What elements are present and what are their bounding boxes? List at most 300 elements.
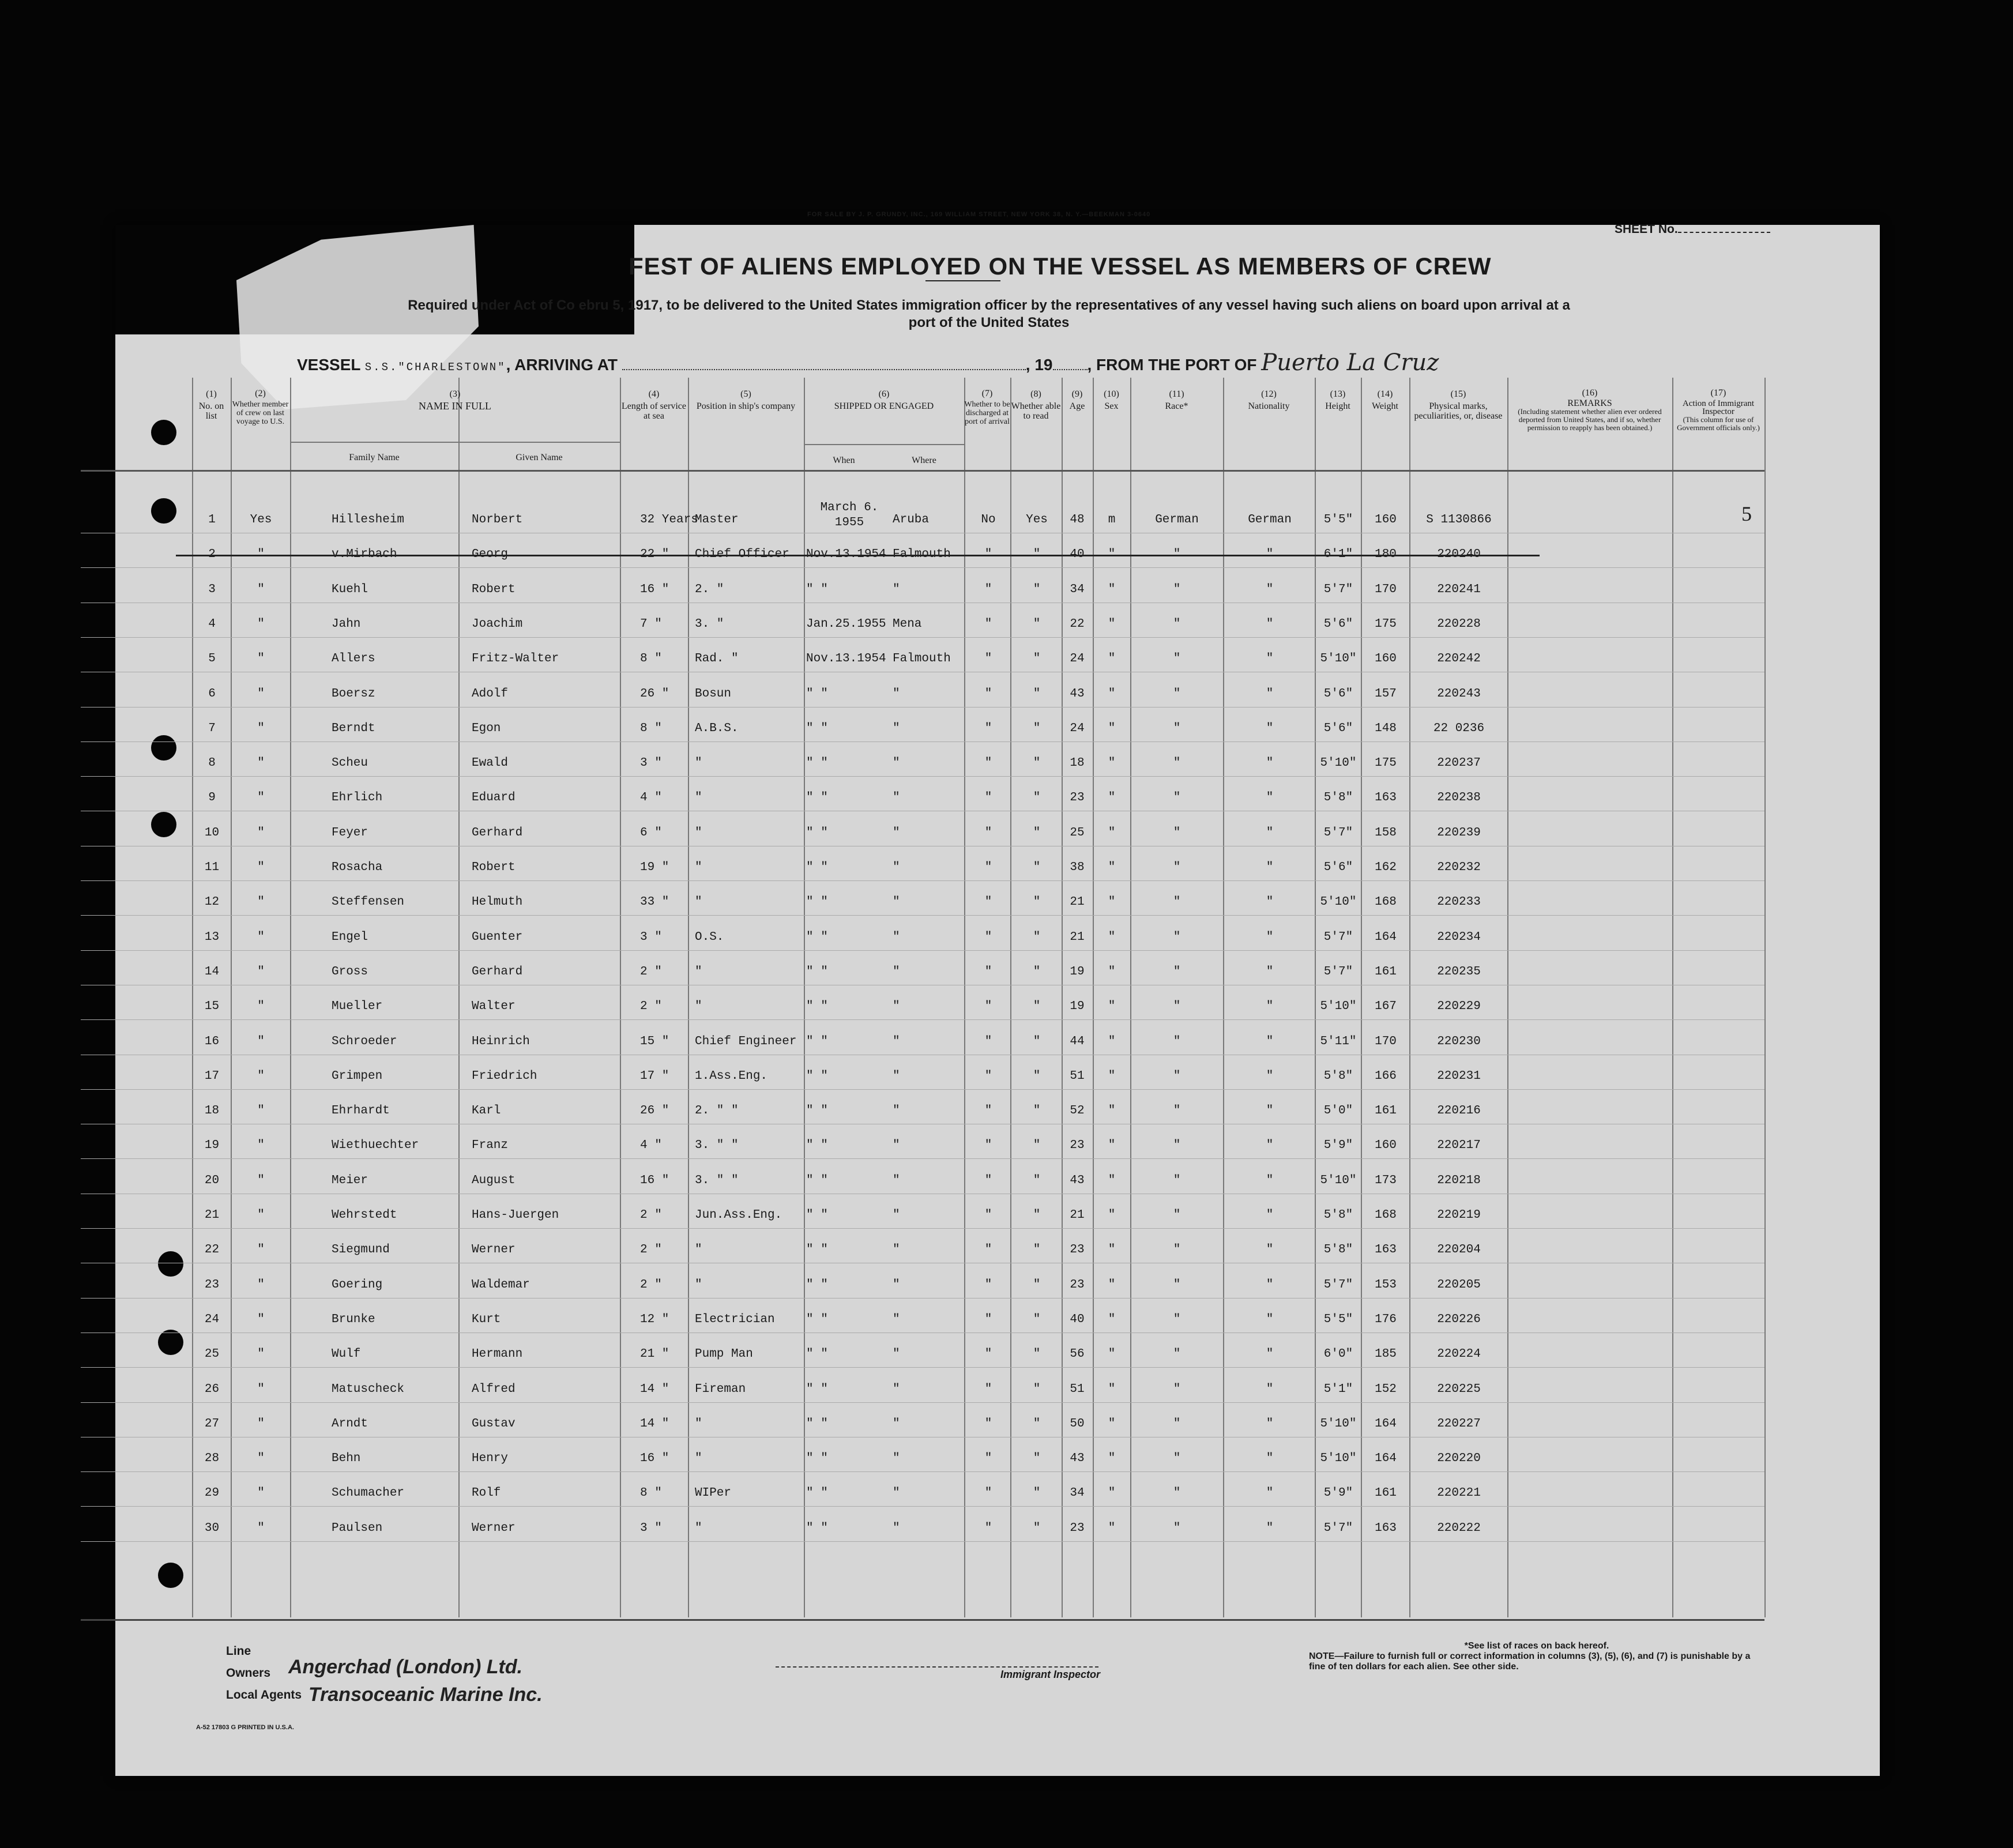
cell-marks: 220221 [1437,1486,1481,1500]
cell-sex: " [1108,1486,1116,1500]
cell-given: Franz [472,1139,509,1152]
cell-disch: " [984,895,992,909]
cell-when: " " [806,1486,828,1500]
cell-race: " [1173,1139,1181,1152]
cell-service: 32 Years [640,513,698,526]
cell-given: Joachim [472,618,523,631]
cell-nat: " [1266,1278,1274,1292]
cell-weight: 163 [1375,1522,1397,1535]
cell-weight: 163 [1375,791,1397,804]
col-shipped: (6) SHIPPED OR ENGAGED [834,389,934,411]
cell-age: 24 [1070,722,1085,735]
cell-position: " [695,1000,702,1013]
cell-crew: " [257,965,265,978]
cell-nat: " [1266,1000,1274,1013]
cell-given: Eduard [472,791,516,804]
cell-crew: " [257,652,265,665]
cell-given: Egon [472,722,501,735]
cell-disch: " [984,1209,992,1222]
col-where: Where [912,456,936,465]
cell-race: " [1173,618,1181,631]
owners-handwritten: Angerchad (London) Ltd. [288,1656,523,1678]
cell-marks: 220229 [1437,1000,1481,1013]
cell-age: 34 [1070,583,1085,596]
cell-no: 30 [204,1522,220,1535]
cell-service: 21 " [640,1348,669,1361]
cell-height: 5'7" [1323,826,1353,840]
cell-age: 21 [1070,1209,1085,1222]
cell-crew: " [257,1522,265,1535]
cell-where: " [893,1313,900,1326]
cell-crew: " [257,1000,265,1013]
cell-where: " [893,1035,900,1048]
cell-height: 5'10" [1320,895,1357,909]
cell-age: 44 [1070,1035,1085,1048]
cell-given: Gustav [472,1417,516,1431]
cell-when: " " [806,1174,828,1187]
cell-nat: " [1266,722,1274,735]
punch-hole [158,1330,183,1355]
cell-given: Werner [472,1243,516,1256]
cell-when: " " [806,722,828,735]
cell-marks: 220218 [1437,1174,1481,1187]
row-rule [81,1402,1764,1403]
cell-sex: " [1108,1209,1116,1222]
cell-service: 2 " [640,965,662,978]
cell-marks: 220231 [1437,1070,1481,1083]
cell-sex: " [1108,1035,1116,1048]
cell-marks: 220217 [1437,1139,1481,1152]
cell-position: Fireman [695,1383,746,1396]
cell-weight: 170 [1375,583,1397,596]
cell-family: Ehrlich [332,791,383,804]
cell-service: 3 " [640,756,662,770]
cell-no: 17 [204,1070,220,1083]
cell-given: Hermann [472,1348,523,1361]
cell-no: 20 [204,1174,220,1187]
cell-height: 5'1" [1323,1383,1353,1396]
cell-given: Fritz-Walter [472,652,559,665]
cell-nat: " [1266,861,1274,874]
cell-read: " [1033,1348,1041,1361]
cell-disch: " [984,931,992,944]
cell-crew: " [257,1313,265,1326]
cell-race: " [1173,756,1181,770]
cell-height: 5'8" [1323,1243,1353,1256]
cell-read: " [1033,652,1041,665]
cell-read: " [1033,1209,1041,1222]
cell-no: 29 [204,1486,220,1500]
cell-height: 5'8" [1323,791,1353,804]
cell-where: " [893,1139,900,1152]
cell-when: " " [806,791,828,804]
cell-read: " [1033,1417,1041,1431]
cell-nat: " [1266,1383,1274,1396]
cell-given: August [472,1174,516,1187]
cell-family: Engel [332,931,368,944]
cell-race: " [1173,583,1181,596]
cell-where: " [893,722,900,735]
cell-crew: " [257,931,265,944]
cell-disch: " [984,1383,992,1396]
cell-service: 6 " [640,826,662,840]
cell-age: 38 [1070,861,1085,874]
cell-race: " [1173,965,1181,978]
cell-given: Helmuth [472,895,523,909]
cell-service: 19 " [640,861,669,874]
cell-position: " [695,826,702,840]
cell-position: " [695,861,702,874]
cell-race: " [1173,652,1181,665]
cell-nat: " [1266,826,1274,840]
col-service: (4) Length of service at sea [622,389,686,421]
cell-given: Hans-Juergen [472,1209,559,1222]
col-height: (13) Height [1325,389,1350,411]
cell-sex: " [1108,1278,1116,1292]
cell-crew: " [257,791,265,804]
cell-family: Rosacha [332,861,383,874]
cell-read: " [1033,1383,1041,1396]
cell-sex: " [1108,1313,1116,1326]
cell-weight: 164 [1375,1452,1397,1465]
cell-service: 33 " [640,895,669,909]
cell-marks: 220220 [1437,1452,1481,1465]
cell-read: " [1033,1174,1041,1187]
cell-where: " [893,1209,900,1222]
cell-service: 4 " [640,1139,662,1152]
cell-given: Ewald [472,756,509,770]
cell-crew: " [257,722,265,735]
punch-hole [151,812,176,837]
cell-nat: " [1266,548,1274,561]
row-rule [81,880,1764,881]
cell-service: 8 " [640,652,662,665]
row-rule [81,1089,1764,1090]
cell-race: " [1173,1417,1181,1431]
cell-position: 3. " [695,618,724,631]
cell-where: " [893,1243,900,1256]
cell-race: " [1173,1104,1181,1117]
cell-age: 23 [1070,1522,1085,1535]
cell-where: " [893,1383,900,1396]
cell-position: Chief Engineer [695,1035,797,1048]
cell-nat: " [1266,1070,1274,1083]
cell-race: " [1173,1243,1181,1256]
cell-where: " [893,1522,900,1535]
cell-height: 6'1" [1323,548,1353,561]
cell-race: " [1173,548,1181,561]
row-rule [81,1541,1764,1542]
cell-where: " [893,1348,900,1361]
cell-given: Walter [472,1000,516,1013]
cell-height: 5'10" [1320,652,1357,665]
cell-sex: " [1108,1139,1116,1152]
cell-no: 1 [208,513,216,526]
cell-read: " [1033,1139,1041,1152]
cell-race: " [1173,1452,1181,1465]
cell-given: Guenter [472,931,523,944]
cell-no: 22 [204,1243,220,1256]
cell-disch: " [984,652,992,665]
cell-disch: " [984,1486,992,1500]
cell-service: 14 " [640,1417,669,1431]
cell-nat: " [1266,1522,1274,1535]
cell-disch: " [984,1417,992,1431]
cell-nat: " [1266,583,1274,596]
cell-height: 5'11" [1320,1035,1357,1048]
cell-disch: " [984,1070,992,1083]
cell-given: Werner [472,1522,516,1535]
cell-nat: " [1266,1139,1274,1152]
cell-age: 19 [1070,965,1085,978]
cell-crew: " [257,687,265,701]
inspector-label: Immigrant Inspector [1000,1669,1101,1680]
cell-read: " [1033,1035,1041,1048]
cell-disch: " [984,548,992,561]
cell-sex: m [1108,513,1116,526]
cell-marks: 220242 [1437,652,1481,665]
header-rule [81,470,1764,472]
cell-disch: " [984,687,992,701]
cell-age: 23 [1070,791,1085,804]
cell-height: 5'7" [1323,965,1353,978]
cell-marks: 220235 [1437,965,1481,978]
cell-service: 4 " [640,791,662,804]
cell-no: 14 [204,965,220,978]
page-title: FEST OF ALIENS EMPLOYED ON THE VESSEL AS MEMBERS OF CREW [629,253,1492,280]
cell-marks: 220241 [1437,583,1481,596]
cell-where: Falmouth [893,652,951,665]
cell-given: Georg [472,548,509,561]
cell-age: 18 [1070,756,1085,770]
cell-sex: " [1108,1070,1116,1083]
cell-when: March 6. 1955 [820,501,879,529]
cell-when: " " [806,1278,828,1292]
cell-age: 52 [1070,1104,1085,1117]
cell-crew: " [257,1174,265,1187]
cell-marks: 220234 [1437,931,1481,944]
row-rule [81,567,1764,568]
cell-age: 50 [1070,1417,1085,1431]
cell-disch: " [984,965,992,978]
cell-weight: 168 [1375,1209,1397,1222]
col-no: (1) No. on list [198,389,224,421]
cell-sex: " [1108,687,1116,701]
cell-disch: " [984,1313,992,1326]
cell-read: " [1033,1486,1041,1500]
cell-position: " [695,1452,702,1465]
cell-read: " [1033,1070,1041,1083]
cell-when: " " [806,861,828,874]
cell-race: " [1173,1278,1181,1292]
cell-given: Norbert [472,513,523,526]
col-when: When [833,456,855,465]
cell-weight: 153 [1375,1278,1397,1292]
cell-family: Grimpen [332,1070,383,1083]
cell-position: Rad. " [695,652,739,665]
cell-crew: " [257,618,265,631]
cell-weight: 173 [1375,1174,1397,1187]
cell-race: " [1173,1313,1181,1326]
cell-crew: " [257,1417,265,1431]
cell-marks: 220243 [1437,687,1481,701]
cell-position: Chief Officer [695,548,789,561]
inspector-action-value: 5 [1741,502,1752,525]
cell-sex: " [1108,1104,1116,1117]
inspector-signature-line [776,1666,1098,1668]
row-rule [81,1471,1764,1472]
cell-family: Schroeder [332,1035,397,1048]
cell-marks: 220228 [1437,618,1481,631]
punch-hole [151,735,176,761]
vessel-name: S.S."CHARLESTOWN" [364,361,506,374]
cell-when: " " [806,1522,828,1535]
cell-no: 21 [204,1209,220,1222]
cell-where: " [893,1104,900,1117]
col-weight: (14) Weight [1372,389,1398,411]
cell-given: Robert [472,861,516,874]
cell-disch: " [984,1452,992,1465]
cell-family: Allers [332,652,375,665]
cell-weight: 175 [1375,756,1397,770]
cell-marks: 220204 [1437,1243,1481,1256]
cell-disch: " [984,1522,992,1535]
cell-no: 23 [204,1278,220,1292]
cell-age: 51 [1070,1383,1085,1396]
cell-no: 2 [208,548,216,561]
cell-read: " [1033,1243,1041,1256]
cell-marks: 220232 [1437,861,1481,874]
punch-hole [158,1251,183,1277]
cell-age: 23 [1070,1139,1085,1152]
cell-marks: 220225 [1437,1383,1481,1396]
cell-weight: 160 [1375,513,1397,526]
cell-age: 40 [1070,548,1085,561]
cell-race: " [1173,687,1181,701]
cell-disch: " [984,826,992,840]
col-name: (3) NAME IN FULL [419,389,491,412]
punch-hole [151,498,176,524]
cell-position: A.B.S. [695,722,739,735]
cell-read: " [1033,687,1041,701]
cell-where: " [893,1417,900,1431]
cell-read: " [1033,965,1041,978]
cell-nat: " [1266,1174,1274,1187]
cell-when: " " [806,1035,828,1048]
cell-marks: 220216 [1437,1104,1481,1117]
printed-mark: A-52 17803 G PRINTED IN U.S.A. [196,1724,294,1731]
cell-service: 26 " [640,687,669,701]
cell-sex: " [1108,1522,1116,1535]
cell-when: " " [806,1452,828,1465]
cell-where: " [893,1278,900,1292]
cell-no: 12 [204,895,220,909]
cell-sex: " [1108,826,1116,840]
row-rule [81,776,1764,777]
cell-family: Paulsen [332,1522,383,1535]
cell-height: 5'10" [1320,756,1357,770]
cell-when: " " [806,1139,828,1152]
cell-crew: " [257,1243,265,1256]
cell-height: 5'6" [1323,687,1353,701]
cell-service: 8 " [640,1486,662,1500]
cell-position: 2. " [695,583,724,596]
cell-sex: " [1108,931,1116,944]
cell-position: Pump Man [695,1348,753,1361]
row-rule [81,1298,1764,1299]
cell-disch: " [984,722,992,735]
cell-disch: " [984,791,992,804]
col-age: (9) Age [1069,389,1085,411]
cell-marks: 220240 [1437,548,1481,561]
cell-marks: 220230 [1437,1035,1481,1048]
cell-race: " [1173,1000,1181,1013]
cell-crew: " [257,548,265,561]
cell-given: Kurt [472,1313,501,1326]
cell-race: " [1173,1070,1181,1083]
cell-age: 34 [1070,1486,1085,1500]
cell-sex: " [1108,618,1116,631]
cell-age: 19 [1070,1000,1085,1013]
strikethrough-line [176,555,1540,556]
cell-family: Schumacher [332,1486,405,1500]
subtitle: Required under Act of Co ebru 5, 1917, to be delivered to the United States immigration officer by the representatives of any vessel having such aliens on board upon arrival at a port of the United States [408,298,1570,330]
cell-race: " [1173,861,1181,874]
cell-nat: " [1266,1348,1274,1361]
cell-marks: 220239 [1437,826,1481,840]
cell-height: 5'7" [1323,583,1353,596]
cell-sex: " [1108,1174,1116,1187]
cell-disch: " [984,1278,992,1292]
from-port-handwritten: Puerto La Cruz [1261,349,1439,376]
cell-family: Arndt [332,1417,368,1431]
col-nationality: (12) Nationality [1248,389,1290,411]
cell-position: O.S. [695,931,724,944]
cell-service: 17 " [640,1070,669,1083]
cell-where: " [893,756,900,770]
cell-nat: " [1266,1209,1274,1222]
cell-weight: 160 [1375,1139,1397,1152]
cell-race: " [1173,826,1181,840]
cell-when: " " [806,1070,828,1083]
cell-where: " [893,1486,900,1500]
cell-given: Adolf [472,687,509,701]
cell-weight: 164 [1375,1417,1397,1431]
cell-nat: " [1266,687,1274,701]
col-family-name: Family Name [349,453,400,462]
cell-sex: " [1108,1417,1116,1431]
cell-crew: " [257,1278,265,1292]
cell-position: Jun.Ass.Eng. [695,1209,782,1222]
cell-position: Master [695,513,739,526]
cell-weight: 185 [1375,1348,1397,1361]
col-position: (5) Position in ship's company [696,389,796,411]
cell-crew: " [257,1383,265,1396]
cell-sex: " [1108,1452,1116,1465]
cell-where: " [893,1452,900,1465]
cell-crew: " [257,756,265,770]
cell-service: 3 " [640,931,662,944]
cell-family: Boersz [332,687,375,701]
cell-height: 5'10" [1320,1417,1357,1431]
cell-family: Behn [332,1452,361,1465]
cell-where: Mena [893,618,922,631]
cell-sex: " [1108,1383,1116,1396]
cell-when: " " [806,1313,828,1326]
cell-family: Kuehl [332,583,368,596]
cell-where: " [893,791,900,804]
cell-given: Heinrich [472,1035,530,1048]
